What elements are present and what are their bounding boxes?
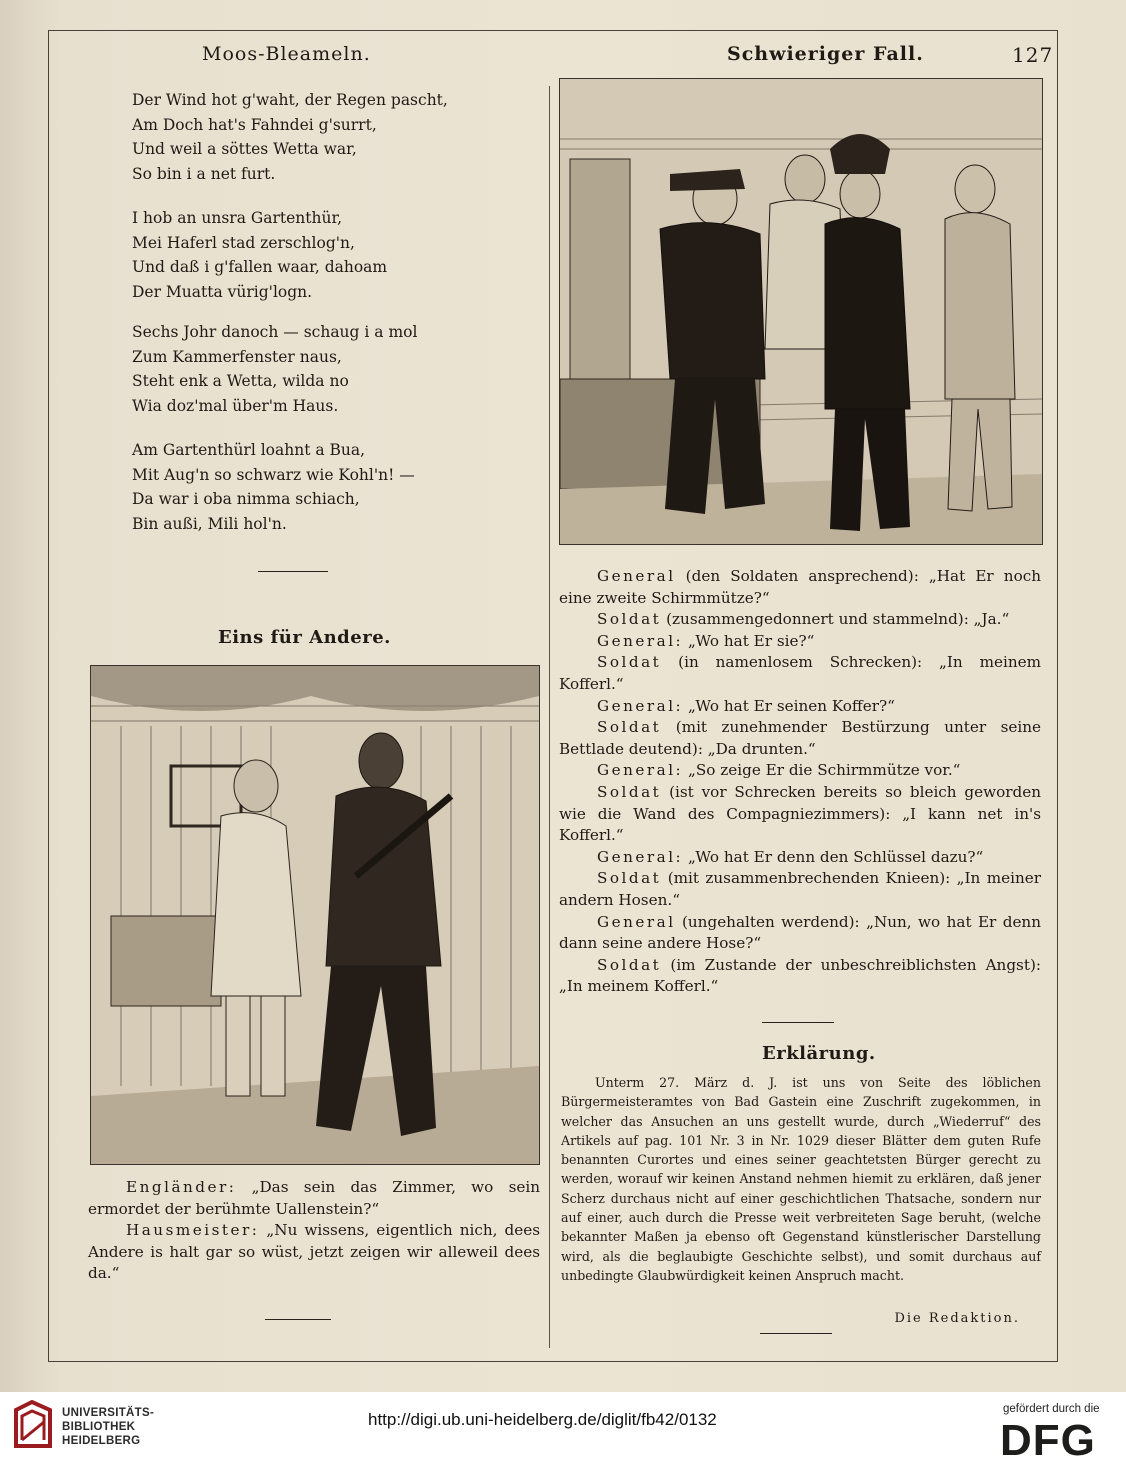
speaker-soldat: Soldat: [597, 955, 662, 974]
digitization-footer: [0, 1392, 1126, 1470]
university-logo-icon[interactable]: [12, 1400, 54, 1450]
dialogue-line: „Nu wissens, eigentlich nich, dees Andere is halt gar so wüst, jetzt zeigen wir alleweil dees da.“: [88, 1221, 540, 1283]
notice-title: Erklärung.: [762, 1043, 876, 1064]
dialogue-line: „Wo hat Er sie?“: [683, 631, 815, 650]
speaker-general: General:: [597, 761, 684, 780]
section-rule: [760, 1333, 832, 1334]
dialogue-paragraph: [559, 631, 1041, 653]
speaker-general: General: [597, 912, 676, 931]
dialogue-paragraph: [559, 782, 1041, 847]
dialogue-paragraph: [559, 652, 1041, 695]
dialogue-paragraph: [559, 760, 1041, 782]
dialogue-line: (in namenlosem Schrecken): „In meinem Kofferl.“: [559, 653, 1041, 693]
left-dialogue: [88, 1177, 540, 1285]
dialogue-line: (ungehalten werdend): „Nun, wo hat Er denn dann seine andere Hose?“: [559, 912, 1041, 953]
column-divider: [549, 86, 550, 1348]
section-rule: [258, 571, 328, 572]
dialogue-line: (mit zunehmender Bestürzung unter seine Bettlade deutend): „Da drunten.“: [559, 718, 1041, 758]
page-number: 127: [1012, 43, 1054, 67]
notice-signature: Die Redaktion.: [894, 1311, 1020, 1326]
library-line: HEIDELBERG: [62, 1434, 141, 1447]
illustration-englishman-and-porter: [90, 665, 540, 1165]
poem-stanza: Sechs Johr danoch — schaug i a mol Zum Kammerfenster naus, Steht enk a Wetta, wilda no Wia doz'mal über'm Haus.: [132, 323, 418, 415]
section-rule: [265, 1319, 331, 1320]
dialogue-line: (zusammengedonnert und stammelnd): „Ja.“: [661, 610, 1010, 629]
dialogue-paragraph: [559, 955, 1041, 998]
speaker-general: General: [597, 567, 676, 585]
dialogue-paragraph: [559, 696, 1041, 718]
digital-copy-url[interactable]: http://digi.ub.uni-heidelberg.de/diglit/fb42/0132: [368, 1410, 717, 1429]
speaker-soldat: Soldat: [597, 782, 662, 801]
speaker-soldat: Soldat: [597, 653, 662, 672]
library-line: UNIVERSITÄTS-: [62, 1407, 155, 1419]
right-dialogue: [559, 566, 1041, 998]
dialogue-paragraph: [88, 1177, 540, 1220]
dialogue-line: „Wo hat Er seinen Koffer?“: [683, 696, 895, 715]
left-article-title: Eins für Andere.: [218, 627, 391, 648]
dialogue-line: „Wo hat Er denn den Schlüssel dazu?“: [683, 847, 984, 866]
dialogue-paragraph: [559, 912, 1041, 955]
dialogue-line: (im Zustande der unbeschreiblichsten Angst): „In meinem Kofferl.“: [559, 955, 1041, 996]
speaker-general: General:: [597, 631, 684, 650]
poem-stanza: Am Gartenthürl loahnt a Bua, Mit Aug'n so schwarz wie Kohl'n! — Da war i oba nimma schiach, Bin außi, Mili hol'n.: [132, 441, 415, 533]
library-line: BIBLIOTHEK: [62, 1420, 136, 1433]
engraving-room-scene: [91, 666, 539, 1164]
engraving-barracks-scene: [560, 79, 1042, 544]
poem-stanza: Der Wind hot g'waht, der Regen pascht, Am Doch hat's Fahndei g'surrt, Und weil a söttes Wetta war, So bin i a net furt.: [132, 91, 448, 183]
illustration-general-and-soldier: [559, 78, 1043, 545]
dfg-funding-caption: gefördert durch die: [1003, 1403, 1100, 1415]
dialogue-paragraph: [559, 717, 1041, 760]
notice-text: Unterm 27. März d. J. ist uns von Seite des löblichen Bürgermeisteramtes von Bad Gastein eine Zuschrift zugekommen, in welcher das Ansuchen an uns gestellt wurde, durch „Wiederruf“ des Artikels auf pag. 101 Nr. 3 in Nr. 1029 dieser Blätter dem guten Rufe benannten Curortes und eines seiner geachtetsten Bürger gerecht zu werden, worauf wir keinen Anstand nehmen hiemit zu erklären, daß jener Scherz durchaus nicht auf einer geschichtlichen Thatsache, sondern nur auf einer, auch durch die Presse weit verbreiteten Sage beruht, (welche bekannter Maßen ja ebenso oft Gegenstand künstlerischer Darstellung wird, als die beglaubigte Geschichte selbst), und somit durchaus auf unbedingte Glaubwürdigkeit keinen Anspruch macht.: [561, 1075, 1041, 1283]
dialogue-paragraph: [559, 847, 1041, 869]
speaker-general: General:: [597, 696, 684, 715]
speaker-soldat: Soldat: [597, 718, 662, 737]
speaker-soldat: Soldat: [597, 610, 662, 629]
dialogue-paragraph: [559, 566, 1041, 609]
dialogue-line: (ist vor Schrecken bereits so bleich geworden wie die Wand des Compagniezimmers): „I kann net in's Kofferl.“: [559, 782, 1041, 845]
speaker-soldat: Soldat: [597, 869, 662, 888]
dialogue-line: „Das sein das Zimmer, wo sein ermordet der berühmte Uallenstein?“: [88, 1178, 540, 1218]
poem-stanza: I hob an unsra Gartenthür, Mei Haferl stad zerschlog'n, Und daß i g'fallen waar, dahoam Der Muatta vürig'logn.: [132, 209, 388, 301]
left-header-title: Moos-Bleameln.: [202, 43, 371, 65]
dialogue-line: (den Soldaten ansprechend): „Hat Er noch eine zweite Schirmmütze?“: [559, 567, 1041, 607]
speaker-general: General:: [597, 847, 684, 866]
dfg-logo[interactable]: DFG: [1000, 1416, 1096, 1465]
dialogue-paragraph: [88, 1220, 540, 1285]
right-header-title: Schwieriger Fall.: [727, 43, 924, 65]
dialogue-paragraph: [559, 868, 1041, 911]
dialogue-line: „So zeige Er die Schirmmütze vor.“: [683, 761, 961, 780]
dialogue-line: (mit zusammenbrechenden Knieen): „In meiner andern Hosen.“: [559, 869, 1041, 909]
dialogue-paragraph: [559, 609, 1041, 631]
section-rule: [762, 1022, 834, 1023]
university-library-name[interactable]: [62, 1407, 154, 1448]
speaker-hausmeister: Hausmeister:: [126, 1221, 260, 1240]
notice-body: [561, 1073, 1041, 1285]
speaker-englaender: Engländer:: [126, 1178, 237, 1196]
